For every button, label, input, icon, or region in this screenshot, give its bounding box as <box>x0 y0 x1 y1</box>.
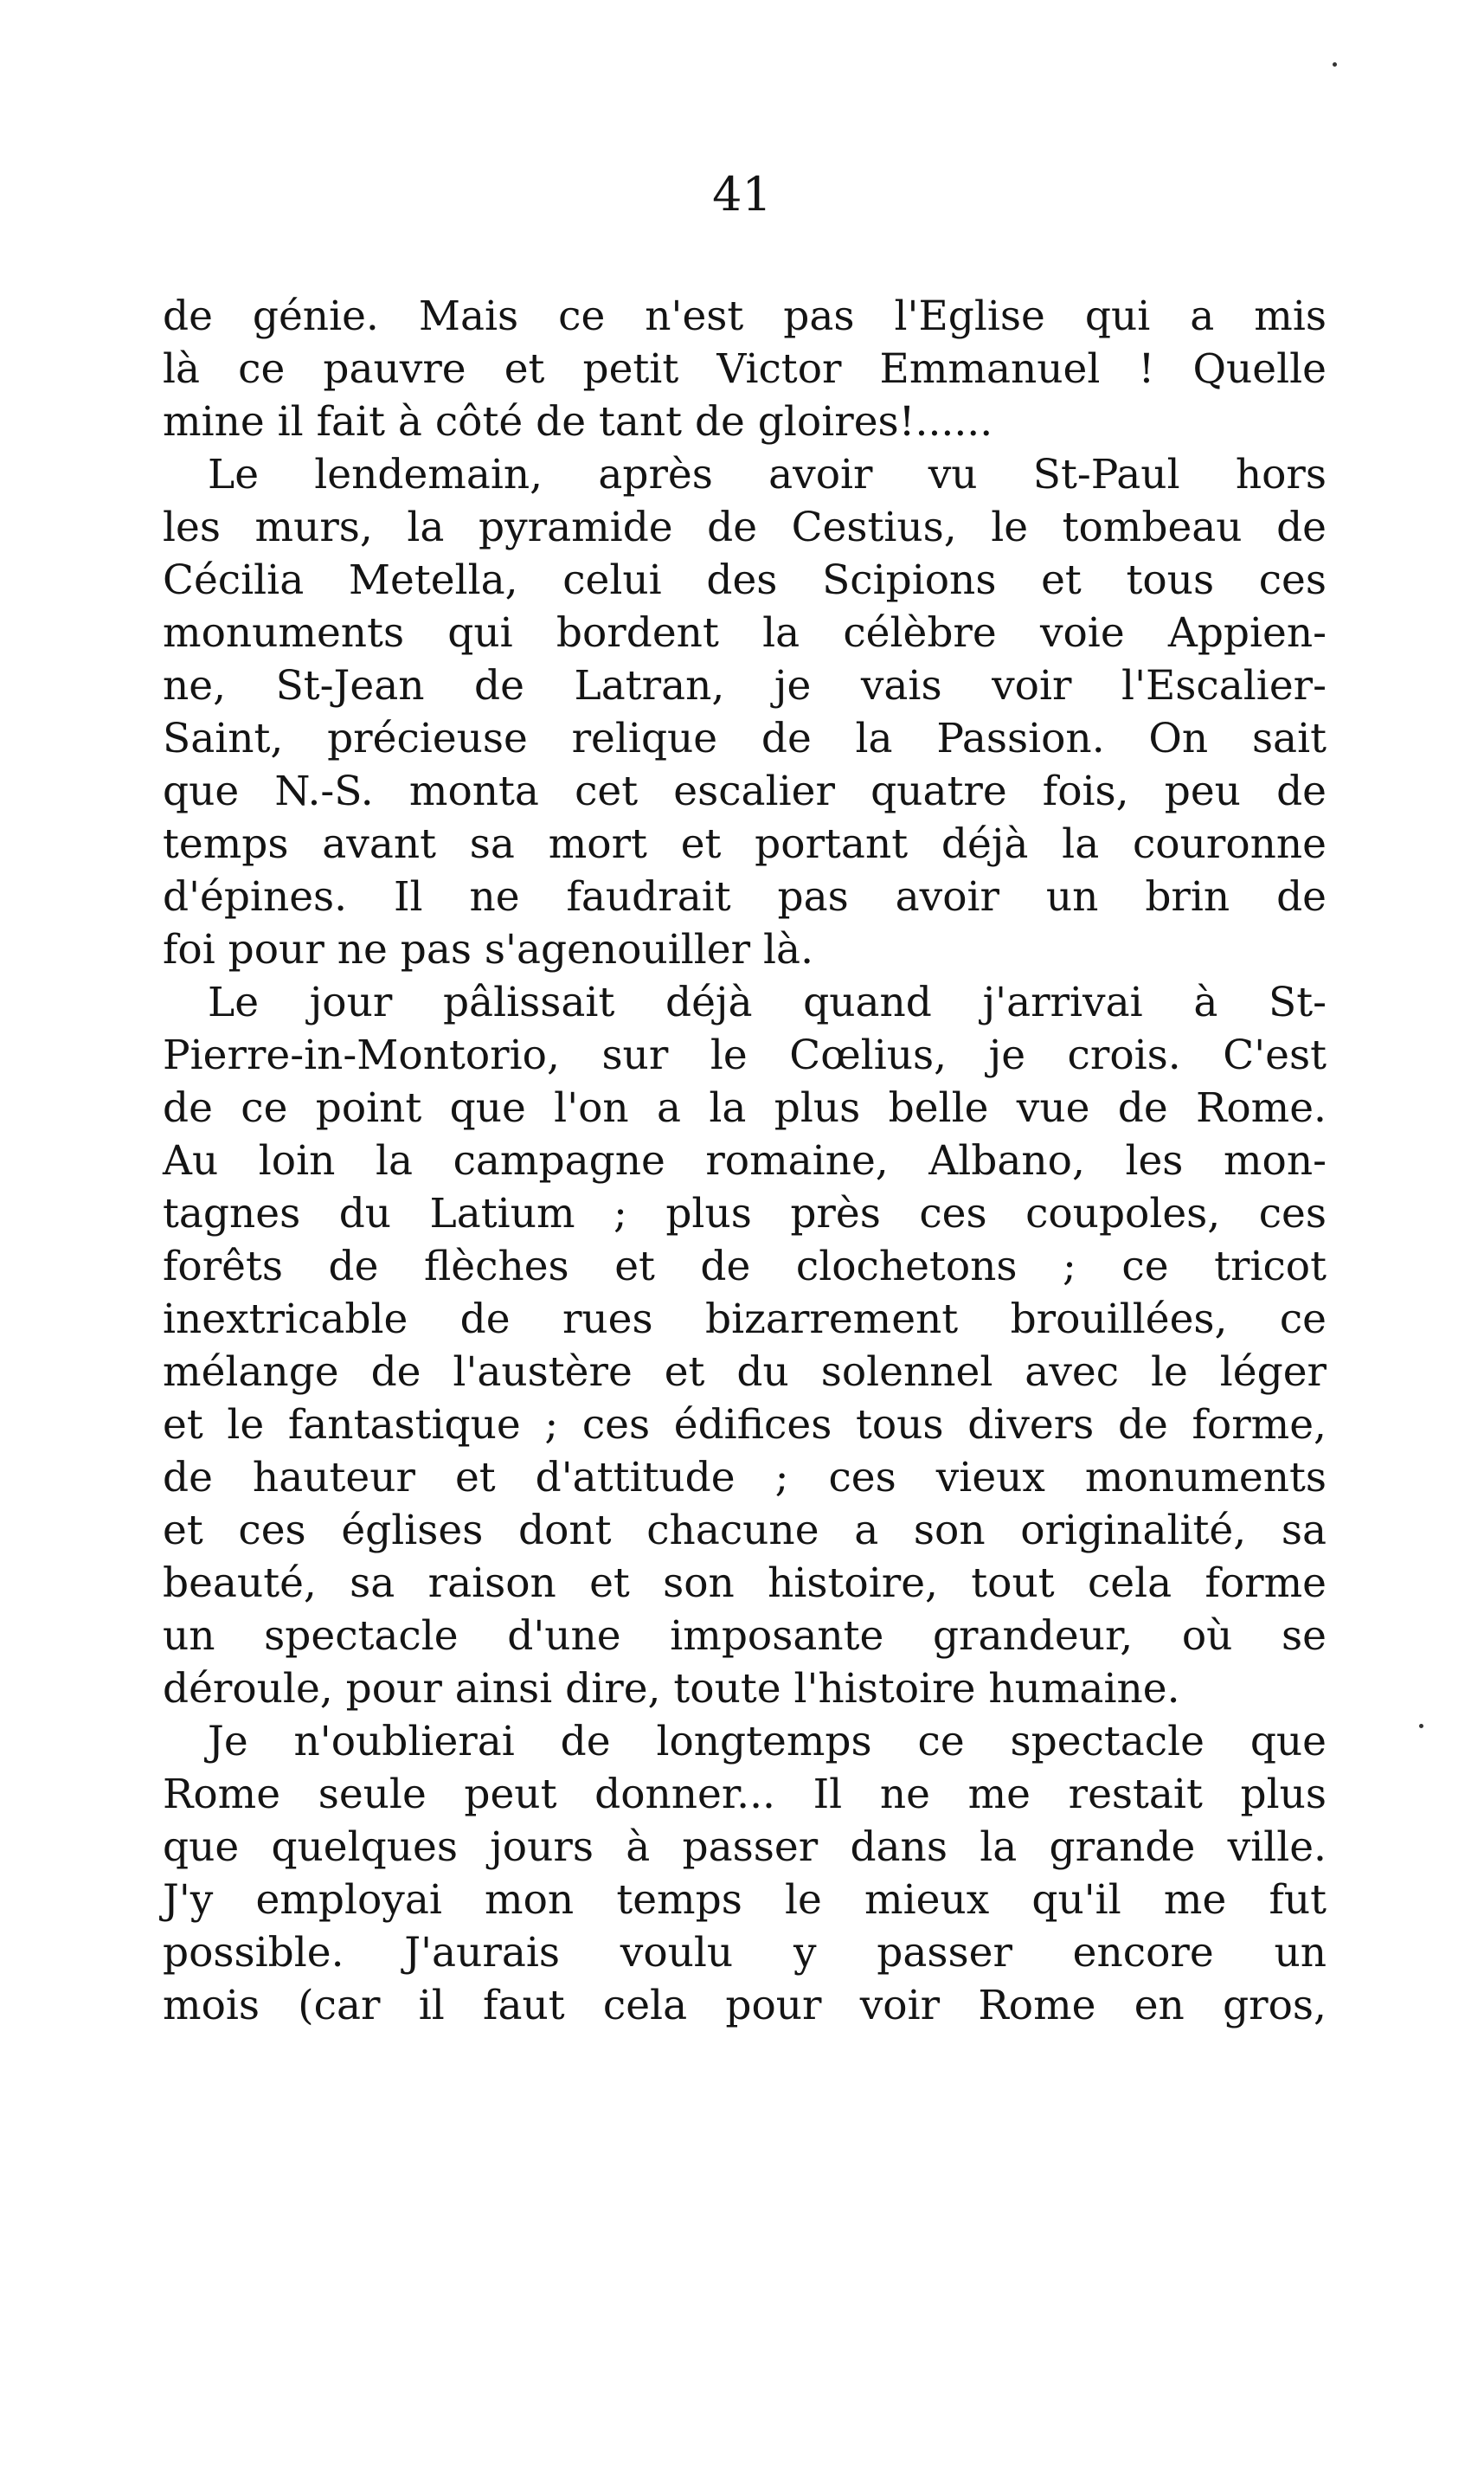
page-number: 41 <box>712 167 772 222</box>
text-line: monuments qui bordent la célèbre voie Appien- <box>163 609 1327 657</box>
text-line: de hauteur et d'attitude ; ces vieux monuments <box>163 1454 1327 1501</box>
text-line: là ce pauvre et petit Victor Emmanuel ! Quelle <box>163 345 1327 393</box>
text-line: ne, St-Jean de Latran, je vais voir l'Escalier- <box>163 662 1327 710</box>
text-line: tagnes du Latium ; plus près ces coupoles, ces <box>163 1190 1327 1238</box>
text-line: un spectacle d'une imposante grandeur, où se <box>163 1612 1327 1660</box>
text-line: de génie. Mais ce n'est pas l'Eglise qui a mis <box>163 292 1327 340</box>
text-line: possible. J'aurais voulu y passer encore un <box>163 1929 1327 1977</box>
text-line: temps avant sa mort et portant déjà la couronne <box>163 820 1327 868</box>
speck-mark <box>1419 1724 1423 1728</box>
text-line: beauté, sa raison et son histoire, tout cela forme <box>163 1559 1327 1607</box>
text-line: foi pour ne pas s'agenouiller là. <box>163 926 814 974</box>
text-line: Rome seule peut donner... Il ne me restait plus <box>163 1771 1327 1818</box>
speck-mark <box>1333 62 1337 67</box>
text-line: d'épines. Il ne faudrait pas avoir un brin de <box>163 873 1327 921</box>
text-line: Le lendemain, après avoir vu St-Paul hors <box>208 451 1327 498</box>
text-line: de ce point que l'on a la plus belle vue de Rome. <box>163 1084 1327 1132</box>
text-line: Au loin la campagne romaine, Albano, les mon- <box>163 1137 1327 1185</box>
text-line: Je n'oublierai de longtemps ce spectacle que <box>208 1718 1327 1765</box>
text-line: Saint, précieuse relique de la Passion. On sait <box>163 715 1327 762</box>
text-line: que N.-S. monta cet escalier quatre fois, peu de <box>163 768 1327 815</box>
text-line: J'y employai mon temps le mieux qu'il me fut <box>163 1876 1327 1924</box>
text-line: mois (car il faut cela pour voir Rome en gros, <box>163 1982 1327 2029</box>
body-text <box>163 290 1327 2032</box>
text-line: Cécilia Metella, celui des Scipions et tous ces <box>163 556 1327 604</box>
text-line: inextricable de rues bizarrement brouillées, ce <box>163 1295 1327 1343</box>
text-line: que quelques jours à passer dans la grande ville. <box>163 1823 1327 1871</box>
text-line: et le fantastique ; ces édifices tous divers de forme, <box>163 1401 1327 1449</box>
text-line: Pierre-in-Montorio, sur le Cœlius, je crois. C'est <box>163 1032 1327 1079</box>
text-line: déroule, pour ainsi dire, toute l'histoire humaine. <box>163 1665 1180 1713</box>
text-line: mine il fait à côté de tant de gloires!...... <box>163 398 993 446</box>
text-line: les murs, la pyramide de Cestius, le tombeau de <box>163 504 1327 551</box>
text-line: Le jour pâlissait déjà quand j'arrivai à St- <box>208 979 1327 1026</box>
text-line: mélange de l'austère et du solennel avec le léger <box>163 1348 1327 1396</box>
text-line: et ces églises dont chacune a son originalité, sa <box>163 1507 1327 1554</box>
text-line: forêts de flèches et de clochetons ; ce tricot <box>163 1243 1327 1290</box>
